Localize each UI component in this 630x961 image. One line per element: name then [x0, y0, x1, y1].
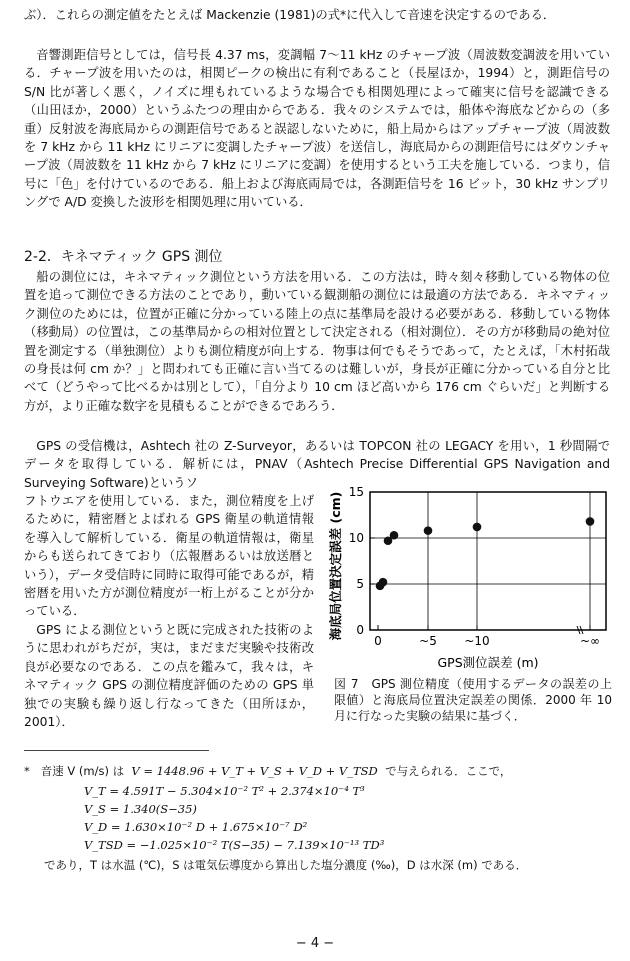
x-axis-label: GPS測位誤差 (m): [437, 655, 539, 670]
footnote-intro-tail: で与えられる．ここで，: [385, 764, 512, 778]
equation-vd: V_D = 1.630×10⁻² D + 1.675×10⁻⁷ D²: [84, 820, 308, 834]
data-point: [586, 517, 595, 526]
page-number: − 4 −: [295, 936, 335, 951]
y-axis-label: 海底局位置決定誤差 (cm): [328, 491, 343, 641]
body-paragraph-1: 音響測距信号としては，信号長 4.37 ms，変調幅 7〜11 kHz のチャープ波（周波数変調波を用いている．チャープ波を用いたのは，相関ピークの検出に有利であること（長屋ほか，1994）と，測距信号の S/N 比が著しく悪く，ノイズに埋もれているような場合でも相関処理によって確実に信号を認識できる（山田ほか，2000）というふたつの理由からである．我々のシステムでは，船体や海底などからの（多重）反射波を海底局からの測距信号であると誤認しないために，船上局からはアップチャープ波（周波数を 7 kHz から 11 kHz にリニアに変調したチャープ波）を送信し，海底局からの測距信号にはダウンチャープ波（周波数を 11 kHz から 7 kHz にリニアに変調）を使用するという工夫を施している．つまり，信号に「色」を付けているのである．船上および海底両局では，各測距信号を 16 ビット，30 kHz サンプリングで A/D 変換した波形を相関処理に用いている．: [24, 48, 610, 210]
footnote-rule: [24, 750, 209, 751]
body-paragraph-4: GPS による測位というと既に完成された技術のように思われがちだが，実は，まだまだ実験や技術改良が必要なのである．この点を鑑みて，我々は，キネマティック GPS の測位精度評価のための GPS 単独での実験も繰り返し行なってきた（田所ほか，2001）．: [24, 623, 314, 730]
body-paragraph-0: ぶ）．これらの測定値をたとえば Mackenzie (1981)の式*に代入して音速を決定するのである．: [24, 8, 556, 22]
data-point: [390, 531, 399, 540]
y-ticks: [349, 485, 375, 637]
x-tick-label: ~5: [419, 634, 437, 648]
body-paragraph-2: 船の測位には，キネマティック測位という方法を用いる．この方法は，時々刻々移動している物体の位置を追って測位できる方法のことであり，動いている観測船の測位には最適の方法である．キネマティック測位のためには，位置が正確に分かっている陸上の点に基準局を設ける必要がある．移動している物体（移動局）の位置は，この基準局からの相対位置として決定される（相対測位）．その方が移動局の絶対位置を測定する（単独測位）よりも測位精度が向上する．物事は何でもそうであって，たとえば，「木村拓哉の身長は何 cm か？」と問われても正確に言い当てるのは難しいが，身長が正確に分かっている自分と比べて（どうやって比べるかは別として），「自分より 10 cm ほど高いから 176 cm ぐらいだ」と判断する方が，より正確な数字を見積もることができるであろう．: [24, 270, 610, 413]
data-point: [473, 523, 482, 532]
equation-vt: V_T = 4.591T − 5.304×10⁻² T² + 2.374×10⁻⁴ T³: [84, 784, 365, 798]
y-tick-label: 5: [356, 577, 364, 591]
data-point: [424, 526, 433, 535]
x-tick-label: 0: [374, 634, 382, 648]
x-tick-label: ~∞: [579, 634, 601, 648]
data-point: [379, 578, 388, 587]
equation-vs: V_S = 1.340(S−35): [84, 802, 197, 816]
equation-main: V = 1448.96 + V_T + V_S + V_D + V_TSD: [131, 764, 378, 778]
footnote-intro: 音速 V (m/s) は: [40, 764, 125, 778]
equation-vtsd: V_TSD = −1.025×10⁻² T(S−35) − 7.139×10⁻¹³ TD³: [84, 838, 385, 852]
y-tick-label: 10: [348, 531, 364, 545]
body-paragraph-3-full: GPS の受信機は，Ashtech 社の Z-Surveyor，あるいは TOPCON 社の LEGACY を用い，1 秒間隔でデータを取得している．解析には，PNAV（Ashtech Precise Differential GPS Navigation and Surveying Software)というソ: [24, 439, 610, 490]
footnote-outro: であり，T は水温 (℃)，S は電気伝導度から算出した塩分濃度 (‰)，D は水深 (m) である．: [44, 858, 528, 872]
figure-caption: 図 7 GPS 測位精度（使用するデータの誤差の上限値）と海底局位置決定誤差の関係．2000 年 10 月に行なった実験の結果に基づく．: [334, 677, 612, 723]
x-tick-label: ~10: [464, 634, 490, 648]
grid-lines: [370, 492, 606, 630]
footnote-line-1: [24, 763, 511, 780]
data-points: [376, 517, 595, 590]
plot-frame: [370, 492, 606, 630]
chart-svg: [322, 484, 612, 674]
body-paragraph-3-column: フトウエアを使用している．また，測位精度を上げるために，精密暦とよばれる GPS 衛星の軌道情報を導入して解析している．衛星の軌道情報は，衛星からも送られてきており（広報暦あるいは放送暦という），データ受信時に同時に取得可能であるが，精密暦を用いた方が測位精度が一桁上がることが分かっている．: [24, 494, 314, 619]
y-tick-label: 0: [356, 623, 364, 637]
figure-7-chart: [322, 484, 612, 674]
section-heading: 2-2．キネマティック GPS 測位: [24, 249, 223, 265]
y-tick-label: 15: [348, 485, 364, 499]
x-ticks: [374, 625, 600, 648]
footnote-marker: *: [24, 764, 30, 778]
